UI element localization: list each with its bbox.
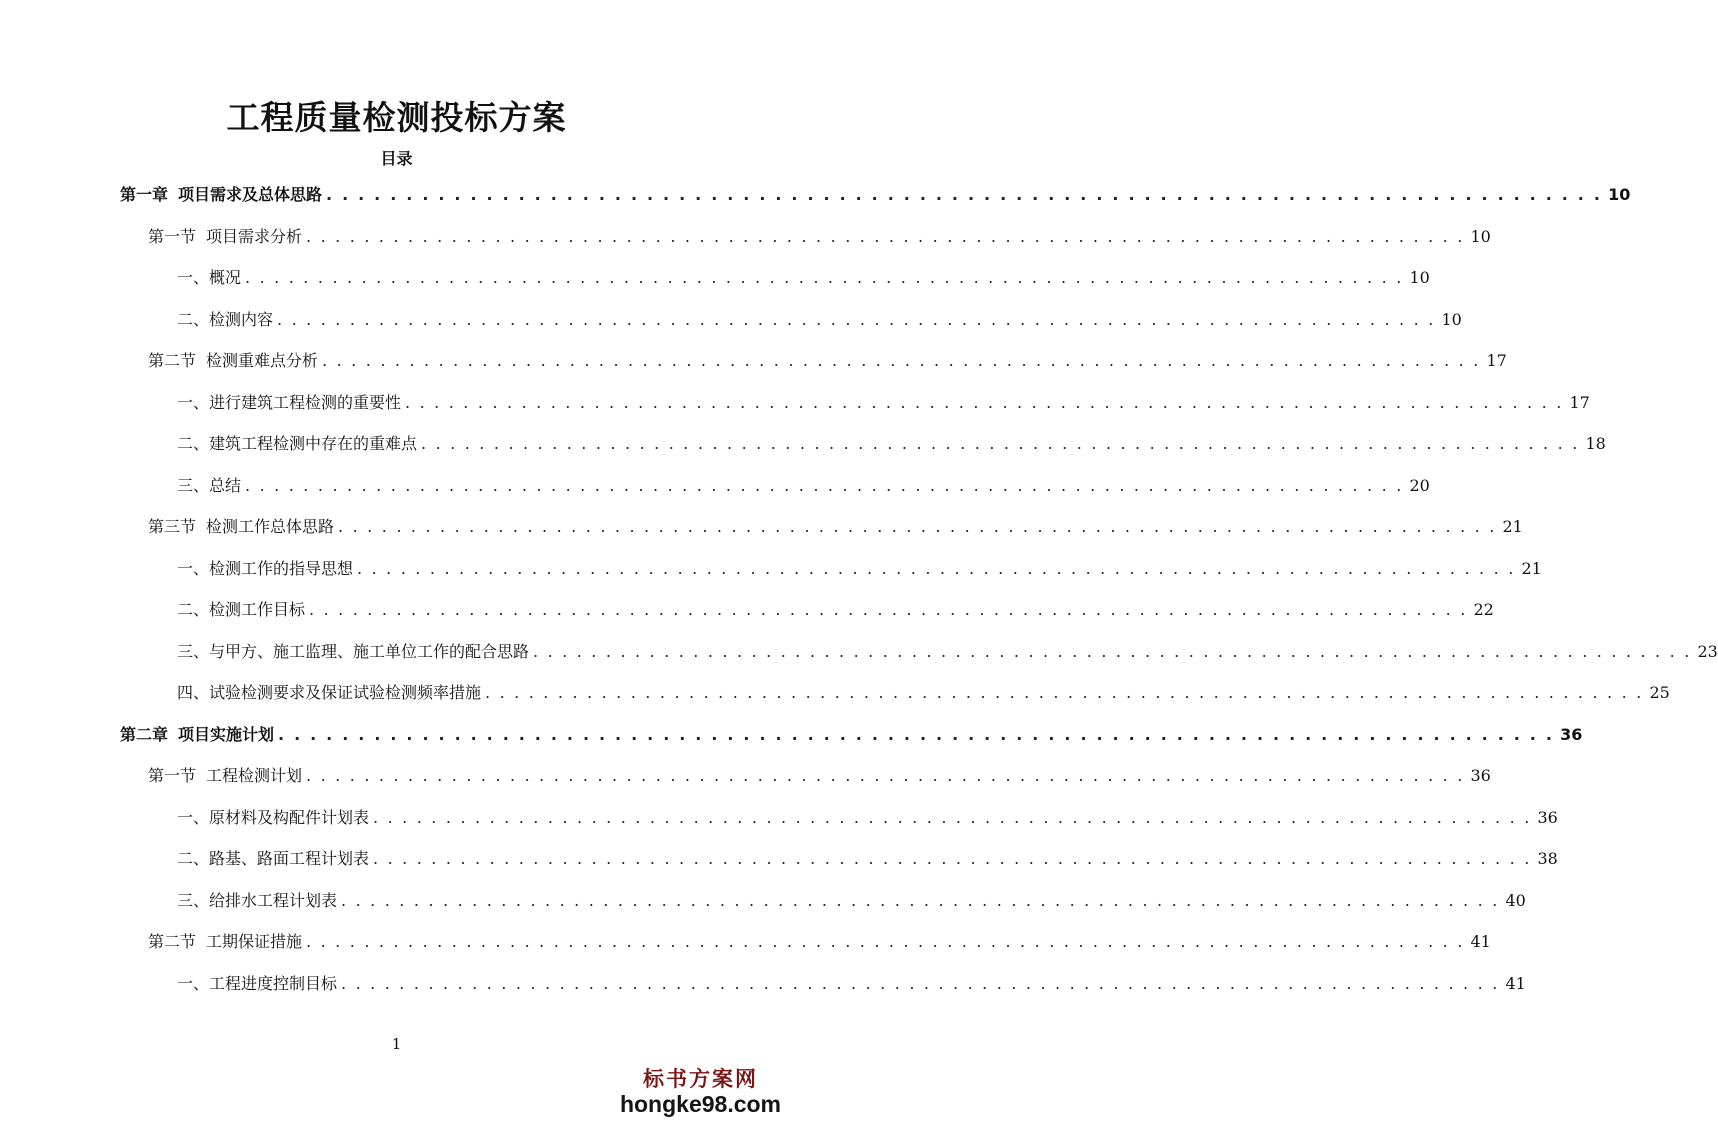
toc-entry-page: 36	[1470, 766, 1491, 785]
toc-entry-text: 工期保证措施	[206, 932, 303, 951]
toc-entry-text: 二、建筑工程检测中存在的重难点	[177, 434, 418, 453]
toc-entry-number: 第二节	[148, 351, 197, 370]
toc-entry-page: 10	[1441, 310, 1462, 329]
toc-entry-page: 17	[1569, 393, 1590, 412]
toc-entry-label	[177, 806, 369, 830]
toc-entry-text: 一、工程进度控制目标	[177, 974, 338, 993]
toc-entry-label	[177, 889, 337, 913]
toc-entry-label	[177, 640, 529, 664]
toc-entry[interactable]	[120, 723, 1583, 747]
toc-entry-text: 三、给排水工程计划表	[177, 891, 338, 910]
toc-leader-dots: . . . . . . . . . . . . . . . . . . . . . . . . . . . . . . . . . . . . . . . . . . . . . . . . . . . . . . . . . . . . . . . . . . . . . . . . . . . . . . . .	[306, 227, 1465, 246]
toc-entry-label	[177, 598, 305, 622]
toc-leader-dots: . . . . . . . . . . . . . . . . . . . . . . . . . . . . . . . . . . . . . . . . . . . . . . . . . . . . . . . . . . . . . . . . . . . . . . . . . . . . . . . .	[245, 268, 1404, 287]
toc-entry-label	[148, 225, 302, 249]
toc-entry-page: 22	[1473, 600, 1494, 619]
toc-entry-label	[177, 557, 353, 581]
toc-entry-text: 一、概况	[177, 268, 242, 287]
toc-entry[interactable]	[177, 847, 1558, 871]
toc-entry[interactable]	[148, 349, 1507, 373]
toc-entry-label	[177, 847, 369, 871]
toc-entry-label	[177, 266, 241, 290]
toc-entry-page: 10	[1608, 185, 1631, 204]
toc-entry-page: 36	[1537, 808, 1558, 827]
toc-entry-label	[177, 308, 273, 332]
watermark-logo	[620, 1063, 781, 1118]
toc-entry-page: 21	[1521, 559, 1542, 578]
toc-entry-page: 23	[1697, 642, 1718, 661]
toc-entry[interactable]	[148, 930, 1491, 954]
toc-leader-dots: . . . . . . . . . . . . . . . . . . . . . . . . . . . . . . . . . . . . . . . . . . . . . . . . . . . . . . . . . . . . . . . . . . . . . . . . . . . . . . . .	[326, 185, 1603, 204]
toc-entry-number: 第二章	[120, 725, 169, 744]
toc-entry-text: 二、检测内容	[177, 310, 274, 329]
toc-entry[interactable]	[177, 308, 1462, 332]
toc-entry-page: 41	[1470, 932, 1491, 951]
toc-leader-dots: . . . . . . . . . . . . . . . . . . . . . . . . . . . . . . . . . . . . . . . . . . . . . . . . . . . . . . . . . . . . . . . . . . . . . . . . . . . . . . . .	[485, 683, 1644, 702]
watermark-url: hongke98.com	[619, 1091, 781, 1117]
toc-entry-label	[148, 764, 302, 788]
toc-leader-dots: . . . . . . . . . . . . . . . . . . . . . . . . . . . . . . . . . . . . . . . . . . . . . . . . . . . . . . . . . . . . . . . . . . . . . . . . . . . . . . . .	[341, 974, 1500, 993]
toc-leader-dots: . . . . . . . . . . . . . . . . . . . . . . . . . . . . . . . . . . . . . . . . . . . . . . . . . . . . . . . . . . . . . . . . . . . . . . . . . . . . . . . .	[306, 766, 1465, 785]
toc-leader-dots: . . . . . . . . . . . . . . . . . . . . . . . . . . . . . . . . . . . . . . . . . . . . . . . . . . . . . . . . . . . . . . . . . . . . . . . . . . . . . . . .	[322, 351, 1481, 370]
toc-entry-page: 36	[1560, 725, 1583, 744]
toc-entry-text: 一、进行建筑工程检测的重要性	[177, 393, 402, 412]
toc-leader-dots: . . . . . . . . . . . . . . . . . . . . . . . . . . . . . . . . . . . . . . . . . . . . . . . . . . . . . . . . . . . . . . . . . . . . . . . . . . . . . . . .	[309, 600, 1468, 619]
toc-leader-dots: . . . . . . . . . . . . . . . . . . . . . . . . . . . . . . . . . . . . . . . . . . . . . . . . . . . . . . . . . . . . . . . . . . . . . . . . . . . . . . . .	[306, 932, 1465, 951]
toc-entry-label	[177, 972, 337, 996]
toc-entry[interactable]	[177, 391, 1590, 415]
toc-entry-label	[177, 432, 417, 456]
toc-entry[interactable]	[177, 889, 1526, 913]
toc-entry[interactable]	[177, 640, 1718, 664]
toc-entry-label	[148, 515, 334, 539]
toc-entry-number: 第二节	[148, 932, 197, 951]
toc-entry-text: 项目需求分析	[206, 227, 303, 246]
toc-entry-label	[177, 391, 401, 415]
toc-entry-page: 18	[1585, 434, 1606, 453]
toc-entry[interactable]	[148, 515, 1523, 539]
toc-entry-number: 第一章	[120, 185, 169, 204]
toc-entry-page: 10	[1409, 268, 1430, 287]
toc-entry-page: 41	[1505, 974, 1526, 993]
toc-entry-page: 25	[1649, 683, 1670, 702]
toc-entry-text: 工程检测计划	[206, 766, 303, 785]
toc-entry[interactable]	[177, 806, 1558, 830]
toc-entry[interactable]	[177, 266, 1430, 290]
toc-leader-dots: . . . . . . . . . . . . . . . . . . . . . . . . . . . . . . . . . . . . . . . . . . . . . . . . . . . . . . . . . . . . . . . . . . . . . . . . . . . . . . . .	[405, 393, 1564, 412]
toc-leader-dots: . . . . . . . . . . . . . . . . . . . . . . . . . . . . . . . . . . . . . . . . . . . . . . . . . . . . . . . . . . . . . . . . . . . . . . . . . . . . . . . .	[278, 725, 1555, 744]
toc-entry-page: 38	[1537, 849, 1558, 868]
toc-entry-text: 项目需求及总体思路	[178, 185, 323, 204]
toc-leader-dots: . . . . . . . . . . . . . . . . . . . . . . . . . . . . . . . . . . . . . . . . . . . . . . . . . . . . . . . . . . . . . . . . . . . . . . . . . . . . . . . .	[341, 891, 1500, 910]
page-title: 工程质量检测投标方案	[226, 98, 567, 137]
toc-entry-page: 40	[1505, 891, 1526, 910]
toc-entry-text: 二、路基、路面工程计划表	[177, 849, 370, 868]
toc-entry-text: 项目实施计划	[178, 725, 275, 744]
toc-entry-text: 检测工作总体思路	[206, 517, 335, 536]
toc-entry-text: 一、检测工作的指导思想	[177, 559, 354, 578]
toc-entry-label	[177, 474, 241, 498]
toc-entry[interactable]	[177, 972, 1526, 996]
toc-heading: 目录	[380, 149, 413, 168]
toc-entry-page: 17	[1486, 351, 1507, 370]
toc-leader-dots: . . . . . . . . . . . . . . . . . . . . . . . . . . . . . . . . . . . . . . . . . . . . . . . . . . . . . . . . . . . . . . . . . . . . . . . . . . . . . . . .	[373, 849, 1532, 868]
toc-entry-text: 一、原材料及构配件计划表	[177, 808, 370, 827]
toc-entry-text: 四、试验检测要求及保证试验检测频率措施	[177, 683, 482, 702]
toc-leader-dots: . . . . . . . . . . . . . . . . . . . . . . . . . . . . . . . . . . . . . . . . . . . . . . . . . . . . . . . . . . . . . . . . . . . . . . . . . . . . . . . .	[421, 434, 1580, 453]
toc-entry-text: 三、总结	[177, 476, 242, 495]
toc-entry-label	[148, 349, 318, 373]
toc-entry[interactable]	[177, 432, 1606, 456]
toc-leader-dots: . . . . . . . . . . . . . . . . . . . . . . . . . . . . . . . . . . . . . . . . . . . . . . . . . . . . . . . . . . . . . . . . . . . . . . . . . . . . . . . .	[338, 517, 1497, 536]
watermark-chinese: 标书方案网	[642, 1067, 758, 1091]
toc-entry-label	[120, 723, 274, 747]
toc-entry[interactable]	[148, 225, 1491, 249]
toc-entry[interactable]	[148, 764, 1491, 788]
toc-leader-dots: . . . . . . . . . . . . . . . . . . . . . . . . . . . . . . . . . . . . . . . . . . . . . . . . . . . . . . . . . . . . . . . . . . . . . . . . . . . . . . . .	[245, 476, 1404, 495]
toc-entry-number: 第一节	[148, 766, 197, 785]
toc-leader-dots: . . . . . . . . . . . . . . . . . . . . . . . . . . . . . . . . . . . . . . . . . . . . . . . . . . . . . . . . . . . . . . . . . . . . . . . . . . . . . . . .	[373, 808, 1532, 827]
toc-entry-number: 第三节	[148, 517, 197, 536]
toc-entry-text: 检测重难点分析	[206, 351, 319, 370]
toc-entry-label	[148, 930, 302, 954]
toc-entry[interactable]	[177, 557, 1542, 581]
toc-entry[interactable]	[177, 681, 1670, 705]
toc-entry[interactable]	[120, 183, 1631, 207]
toc-leader-dots: . . . . . . . . . . . . . . . . . . . . . . . . . . . . . . . . . . . . . . . . . . . . . . . . . . . . . . . . . . . . . . . . . . . . . . . . . . . . . . . .	[533, 642, 1692, 661]
toc-entry[interactable]	[177, 474, 1430, 498]
toc-entry-page: 21	[1502, 517, 1523, 536]
toc-entry-label	[120, 183, 322, 207]
toc-entry-label	[177, 681, 481, 705]
toc-entry-text: 三、与甲方、施工监理、施工单位工作的配合思路	[177, 642, 530, 661]
toc-entry-text: 二、检测工作目标	[177, 600, 306, 619]
toc-entry-page: 10	[1470, 227, 1491, 246]
toc-leader-dots: . . . . . . . . . . . . . . . . . . . . . . . . . . . . . . . . . . . . . . . . . . . . . . . . . . . . . . . . . . . . . . . . . . . . . . . . . . . . . . . .	[277, 310, 1436, 329]
toc-entry-number: 第一节	[148, 227, 197, 246]
toc-leader-dots: . . . . . . . . . . . . . . . . . . . . . . . . . . . . . . . . . . . . . . . . . . . . . . . . . . . . . . . . . . . . . . . . . . . . . . . . . . . . . . . .	[357, 559, 1516, 578]
page-number: 1	[391, 1035, 402, 1053]
toc-entry-page: 20	[1409, 476, 1430, 495]
toc-entry[interactable]	[177, 598, 1494, 622]
